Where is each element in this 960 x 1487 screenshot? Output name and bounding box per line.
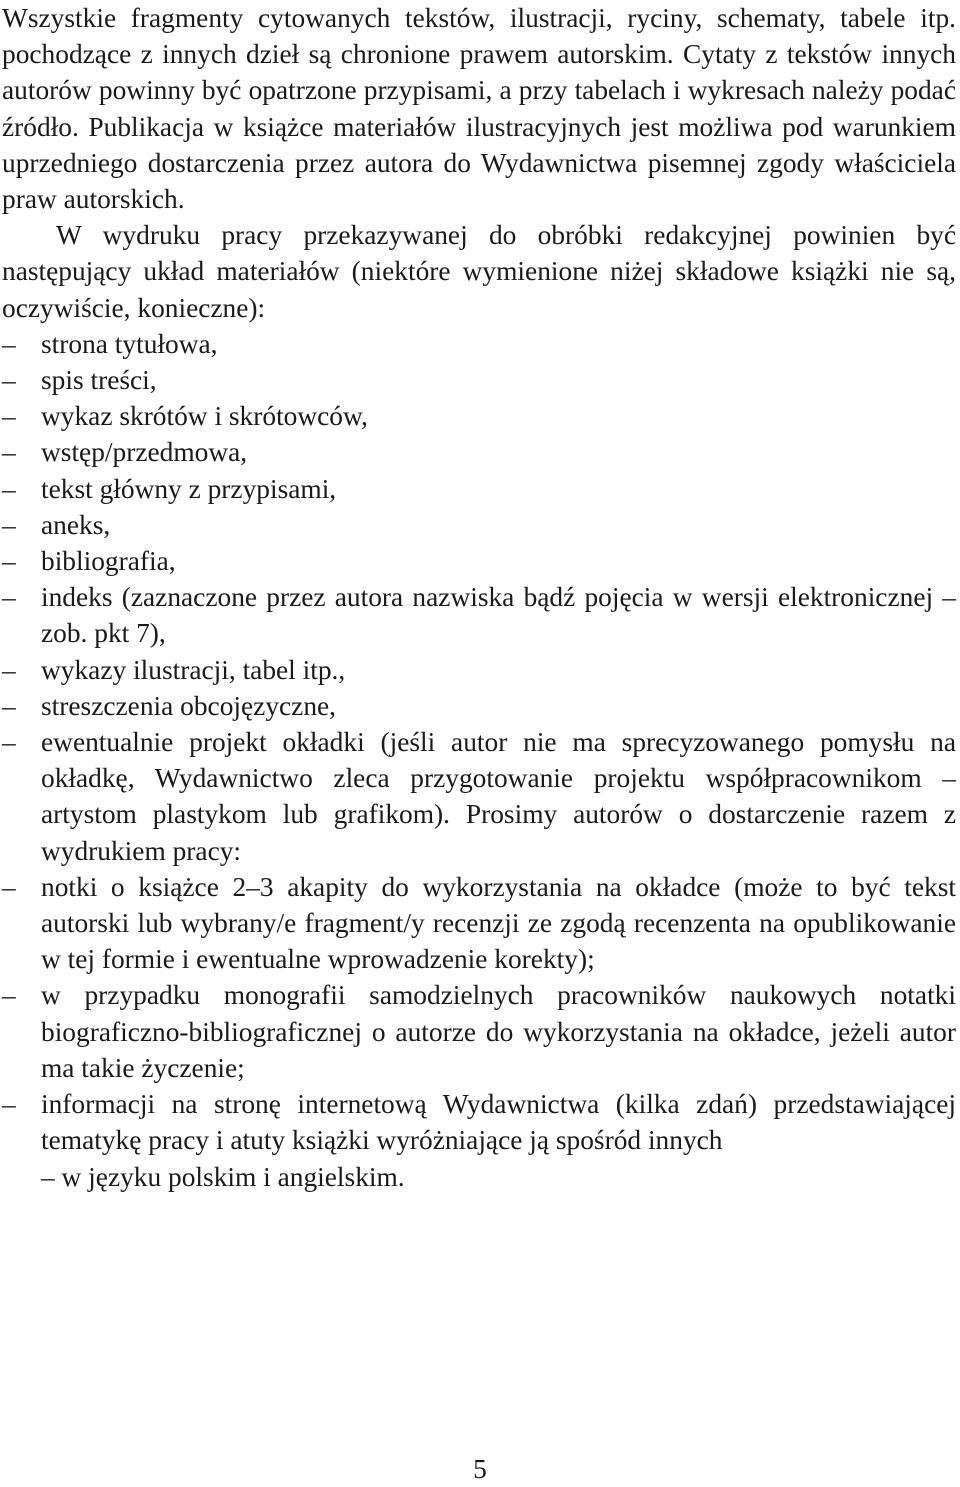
list-item [2, 579, 956, 651]
list-item-text: wykazy ilustracji, tabel itp., [41, 654, 346, 685]
dash-marker: – [2, 690, 16, 721]
list-item [2, 688, 956, 724]
list-item-text: spis treści, [41, 365, 157, 396]
list-item [2, 434, 956, 470]
list-item [2, 507, 956, 543]
paragraph-layout-intro: W wydruku pracy przekazywanej do obróbki redakcyjnej powinien być następujący układ materiałów (niektóre wymienione niżej składowe książki nie są, oczywiście, konieczne): [2, 220, 956, 323]
dash-marker: – [2, 401, 16, 432]
dash-marker: – [2, 473, 16, 504]
list-item-text: informacji na stronę internetową Wydawnictwa (kilka zdań) przedstawiającej tematykę pracy i atuty książki wyróżniające ją spośród innych [41, 1089, 956, 1156]
list-item [2, 1086, 956, 1158]
list-item [2, 977, 956, 1086]
list-item-text: notki o książce 2–3 akapity do wykorzystania na okładce (może to być tekst autorski lub wybrany/e fragment/y recenzji ze zgodą recenzenta na opublikowanie w tej formie i ewentualne wprowadzenie korekty); [41, 871, 956, 975]
list-item [2, 471, 956, 507]
list-item-text: tekst główny z przypisami, [41, 473, 337, 504]
list-item-text: aneks, [41, 509, 111, 540]
list-item [2, 869, 956, 978]
dash-marker: – [2, 437, 16, 468]
list-item-text: strona tytułowa, [41, 328, 218, 359]
dash-marker: – [2, 1089, 16, 1120]
list-item-text: wstęp/przedmowa, [41, 437, 248, 468]
list-item [2, 724, 956, 869]
document-body [2, 0, 956, 1195]
list-item [2, 398, 956, 434]
list-item-text: bibliografia, [41, 546, 176, 577]
dash-marker: – [2, 980, 16, 1011]
page-number: 5 [473, 1454, 487, 1484]
dash-marker: – [2, 546, 16, 577]
list-continuation: – w języku polskim i angielskim. [41, 1161, 405, 1192]
list-item-text: indeks (zaznaczone przez autora nazwiska bądź pojęcia w wersji elektronicznej – zob. pkt 7), [41, 582, 956, 649]
list-item [2, 326, 956, 362]
paragraph-copyright: Wszystkie fragmenty cytowanych tekstów, ilustracji, ryciny, schematy, tabele itp. pochodzące z innych dzieł są chronione prawem autorskim. Cytaty z tekstów innych autorów powinny być opatrzone przypisami, a przy tabelach i wykresach należy podać źródło. Publikacja w książce materiałów ilustracyjnych jest możliwa pod warunkiem uprzedniego dostarczenia przez autora do Wydawnictwa pisemnej zgody właściciela praw autorskich. [2, 3, 956, 215]
dash-marker: – [2, 328, 16, 359]
materials-list [2, 326, 956, 1159]
list-item [2, 652, 956, 688]
dash-marker: – [2, 871, 16, 902]
dash-marker: – [2, 509, 16, 540]
list-item-text: streszczenia obcojęzyczne, [41, 690, 337, 721]
dash-marker: – [2, 365, 16, 396]
dash-marker: – [2, 727, 16, 758]
dash-marker: – [2, 654, 16, 685]
dash-marker: – [2, 582, 16, 613]
list-item-text: wykaz skrótów i skrótowców, [41, 401, 368, 432]
list-item [2, 543, 956, 579]
list-item-text: ewentualnie projekt okładki (jeśli autor nie ma sprecyzowanego pomysłu na okładkę, Wydawnictwo zleca przygotowanie projektu współpracownikom – artystom plastykom lub grafikom). Prosimy autorów o dostarczenie razem z wydrukiem pracy: [41, 727, 956, 866]
list-item [2, 362, 956, 398]
list-item-text: w przypadku monografii samodzielnych pracowników naukowych notatki biograficzno-bibliograficznej o autorze do wykorzystania na okładce, jeżeli autor ma takie życzenie; [41, 980, 956, 1083]
